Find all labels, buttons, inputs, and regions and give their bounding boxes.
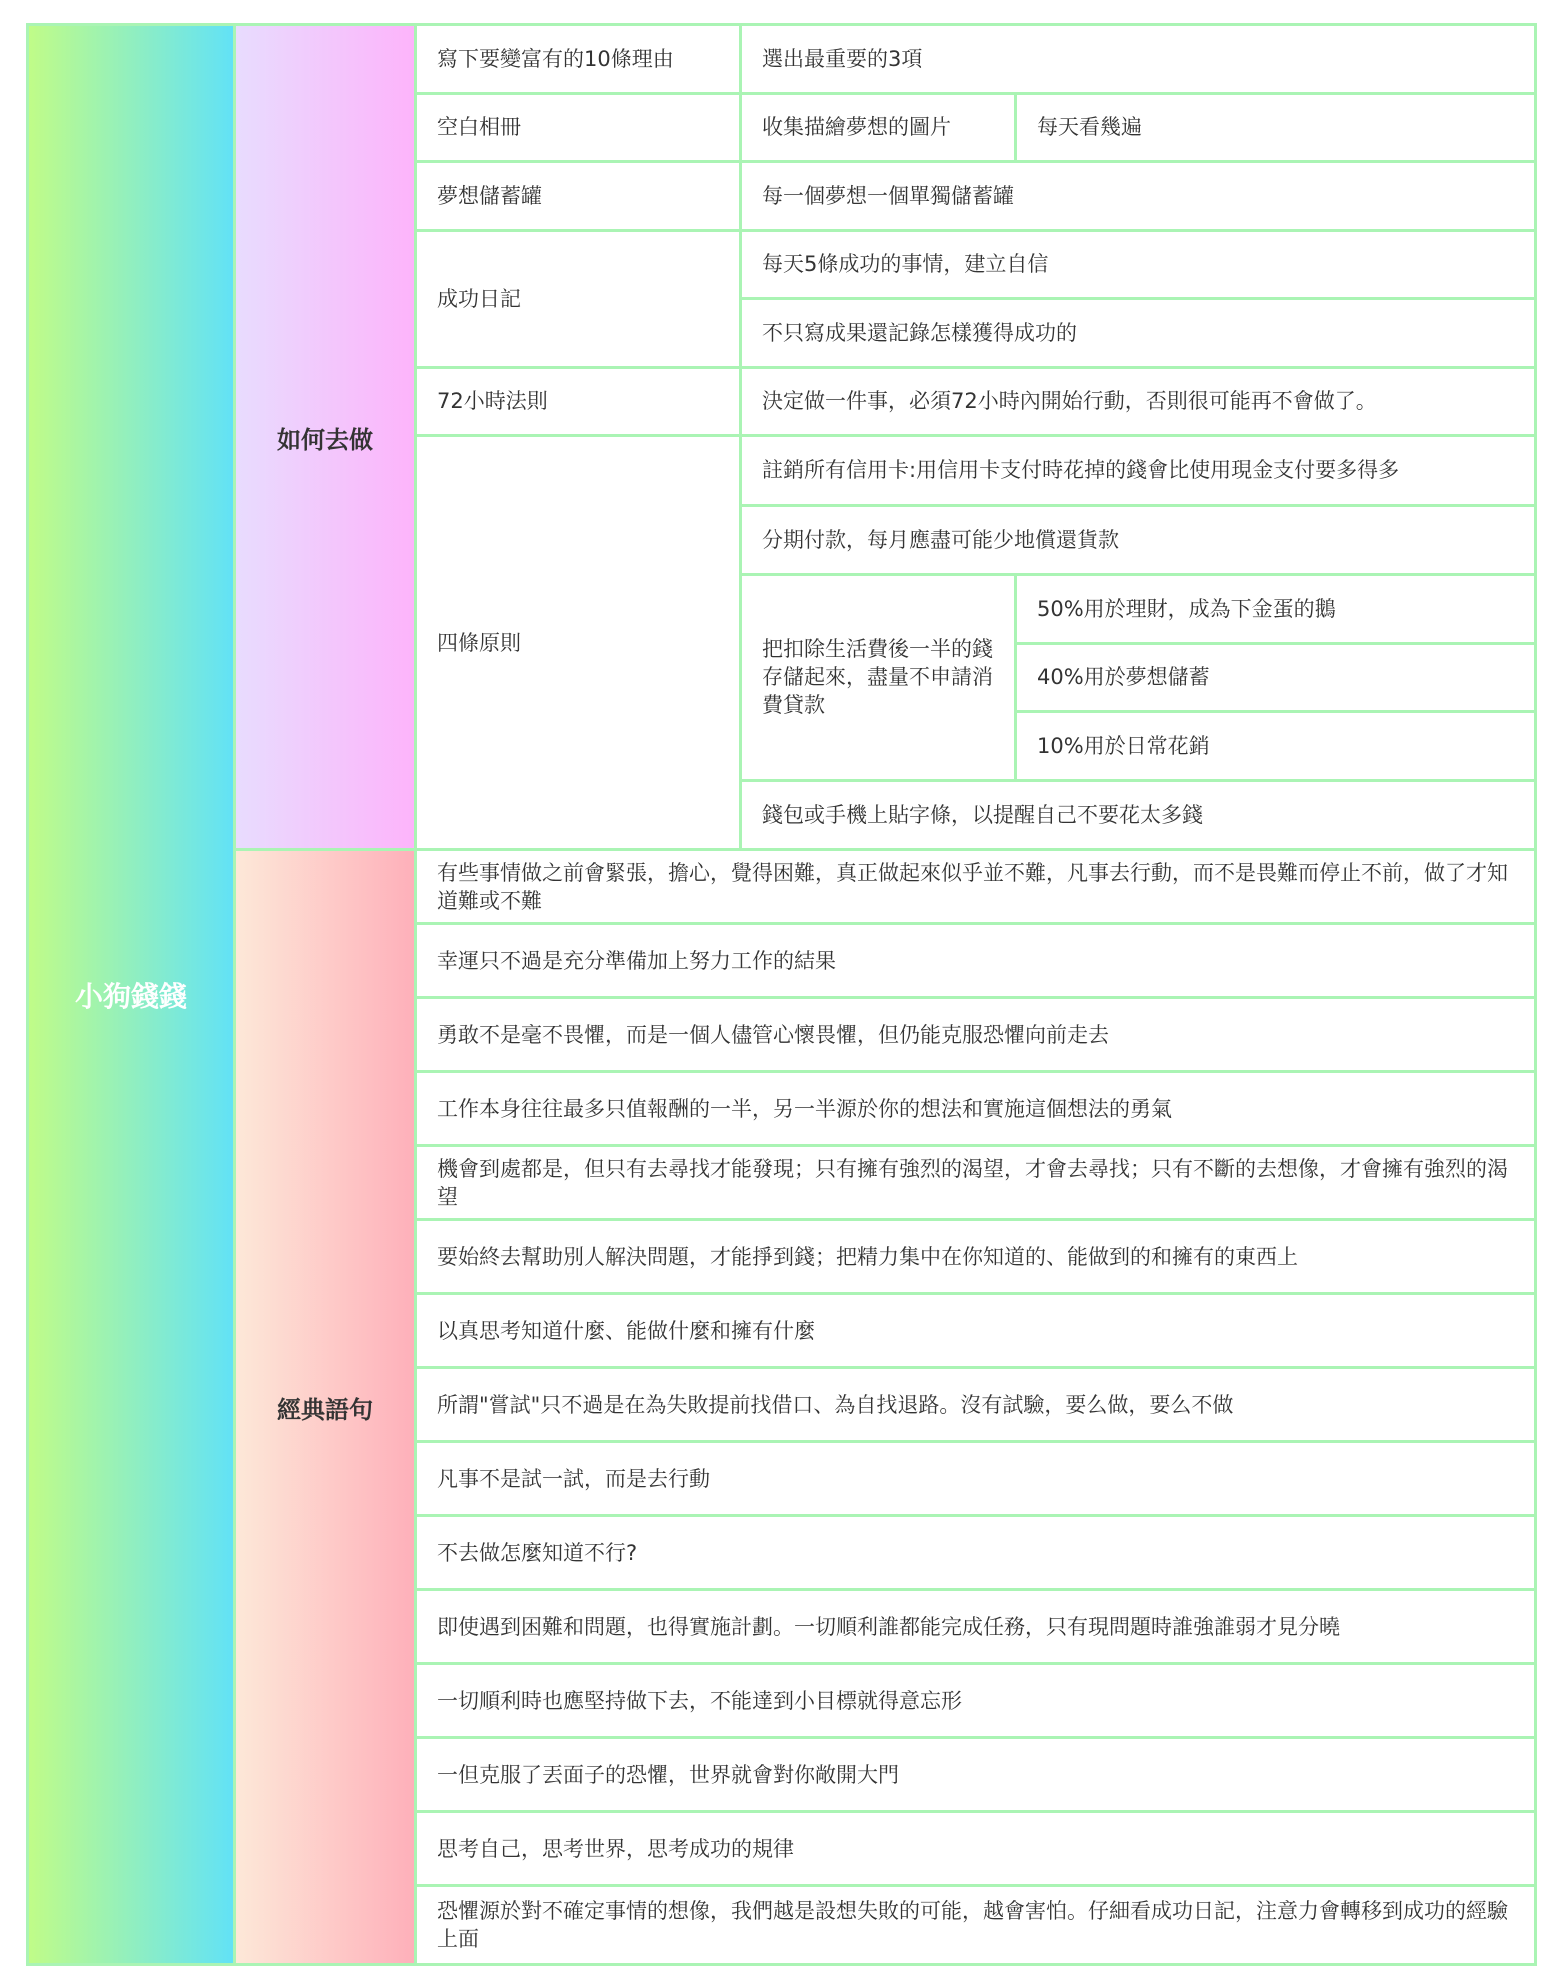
node-reasons: 寫下要變富有的10條理由 xyxy=(417,26,739,92)
node-pick-top3: 選出最重要的3項 xyxy=(742,26,1534,92)
savings-children xyxy=(1017,576,1534,779)
node-piggybank-each: 每一個夢想一個單獨儲蓄罐 xyxy=(742,163,1534,229)
node-view-daily: 每天看幾遍 xyxy=(1017,95,1534,161)
quote-item: 工作本身往往最多只值報酬的一半，另一半源於你的想法和實施這個想法的勇氣 xyxy=(417,1073,1534,1144)
node-10-percent: 10%用於日常花銷 xyxy=(1017,713,1534,779)
quote-item: 幸運只不過是充分準備加上努力工作的結果 xyxy=(417,925,1534,996)
node-72h-desc: 決定做一件事，必須72小時內開始行動，否則很可能再不會做了。 xyxy=(742,369,1534,435)
howto-item-72h xyxy=(417,369,1534,435)
howto-item-reasons xyxy=(417,26,1534,92)
quotes-items xyxy=(417,851,1534,1963)
quote-item: 勇敢不是毫不畏懼，而是一個人儘管心懷畏懼，但仍能克服恐懼向前走去 xyxy=(417,999,1534,1070)
howto-item-four-rules xyxy=(417,437,1534,848)
quote-item: 不去做怎麼知道不行? xyxy=(417,1517,1534,1588)
four-rules-children xyxy=(742,437,1534,848)
howto-items xyxy=(417,26,1534,848)
branches xyxy=(236,26,1534,1963)
node-wallet-note: 錢包或手機上貼字條，以提醒自己不要花太多錢 xyxy=(742,782,1534,849)
quote-item: 有些事情做之前會緊張，擔心，覺得困難，真正做起來似乎並不難，凡事去行動，而不是畏難而停止不前，做了才知道難或不難 xyxy=(417,851,1534,922)
node-installments: 分期付款，每月應盡可能少地償還貨款 xyxy=(742,507,1534,574)
node-success-journal: 成功日記 xyxy=(417,232,739,366)
quote-item: 思考自己，思考世界，思考成功的規律 xyxy=(417,1813,1534,1884)
quotes-node xyxy=(236,851,414,1963)
quote-item: 要始終去幫助別人解決問題，才能掙到錢；把精力集中在你知道的、能做到的和擁有的東西上 xyxy=(417,1221,1534,1292)
node-journal-daily: 每天5條成功的事情，建立自信 xyxy=(742,232,1534,298)
node-piggybank: 夢想儲蓄罐 xyxy=(417,163,739,229)
quote-item: 凡事不是試一試，而是去行動 xyxy=(417,1443,1534,1514)
node-72h-rule: 72小時法則 xyxy=(417,369,739,435)
quote-item: 以真思考知道什麼、能做什麼和擁有什麼 xyxy=(417,1295,1534,1366)
quote-item: 所謂"嘗試"只不過是在為失敗提前找借口、為自找退路。沒有試驗，要么做，要么不做 xyxy=(417,1369,1534,1440)
branch-quotes xyxy=(236,851,1534,1963)
quote-item: 一但克服了丟面子的恐懼，世界就會對你敞開大門 xyxy=(417,1739,1534,1810)
howto-item-piggybank xyxy=(417,163,1534,229)
node-40-percent: 40%用於夢想儲蓄 xyxy=(1017,645,1534,711)
journal-children xyxy=(742,232,1534,366)
quote-item: 恐懼源於對不確定事情的想像，我們越是設想失敗的可能，越會害怕。仔細看成功日記，注意力會轉移到成功的經驗上面 xyxy=(417,1887,1534,1963)
node-album: 空白相冊 xyxy=(417,95,739,161)
quote-item: 即使遇到困難和問題，也得實施計劃。一切順利誰都能完成任務，只有現問題時誰強誰弱才見分曉 xyxy=(417,1591,1534,1662)
node-50-percent: 50%用於理財，成為下金蛋的鵝 xyxy=(1017,576,1534,642)
quote-item: 一切順利時也應堅持做下去，不能達到小目標就得意忘形 xyxy=(417,1665,1534,1736)
node-four-rules: 四條原則 xyxy=(417,437,739,848)
savings-group xyxy=(742,576,1534,779)
howto-node xyxy=(236,26,414,848)
root-node xyxy=(29,26,233,1963)
node-journal-how: 不只寫成果還記錄怎樣獲得成功的 xyxy=(742,300,1534,366)
howto-label: 如何去做 xyxy=(277,425,373,454)
branch-howto xyxy=(236,26,1534,848)
root-label: 小狗錢錢 xyxy=(74,979,187,1013)
mindmap-table xyxy=(26,23,1537,1966)
quote-item: 機會到處都是，但只有去尋找才能發現；只有擁有強烈的渴望，才會去尋找；只有不斷的去想像，才會擁有強烈的渴望 xyxy=(417,1147,1534,1218)
node-collect-pictures: 收集描繪夢想的圖片 xyxy=(742,95,1014,161)
node-cancel-cards: 註銷所有信用卡:用信用卡支付時花掉的錢會比使用現金支付要多得多 xyxy=(742,437,1534,504)
node-save-half: 把扣除生活費後一半的錢存儲起來，盡量不申請消費貸款 xyxy=(742,576,1014,779)
howto-item-journal xyxy=(417,232,1534,366)
howto-item-album xyxy=(417,95,1534,161)
quotes-label: 經典語句 xyxy=(277,1395,373,1424)
